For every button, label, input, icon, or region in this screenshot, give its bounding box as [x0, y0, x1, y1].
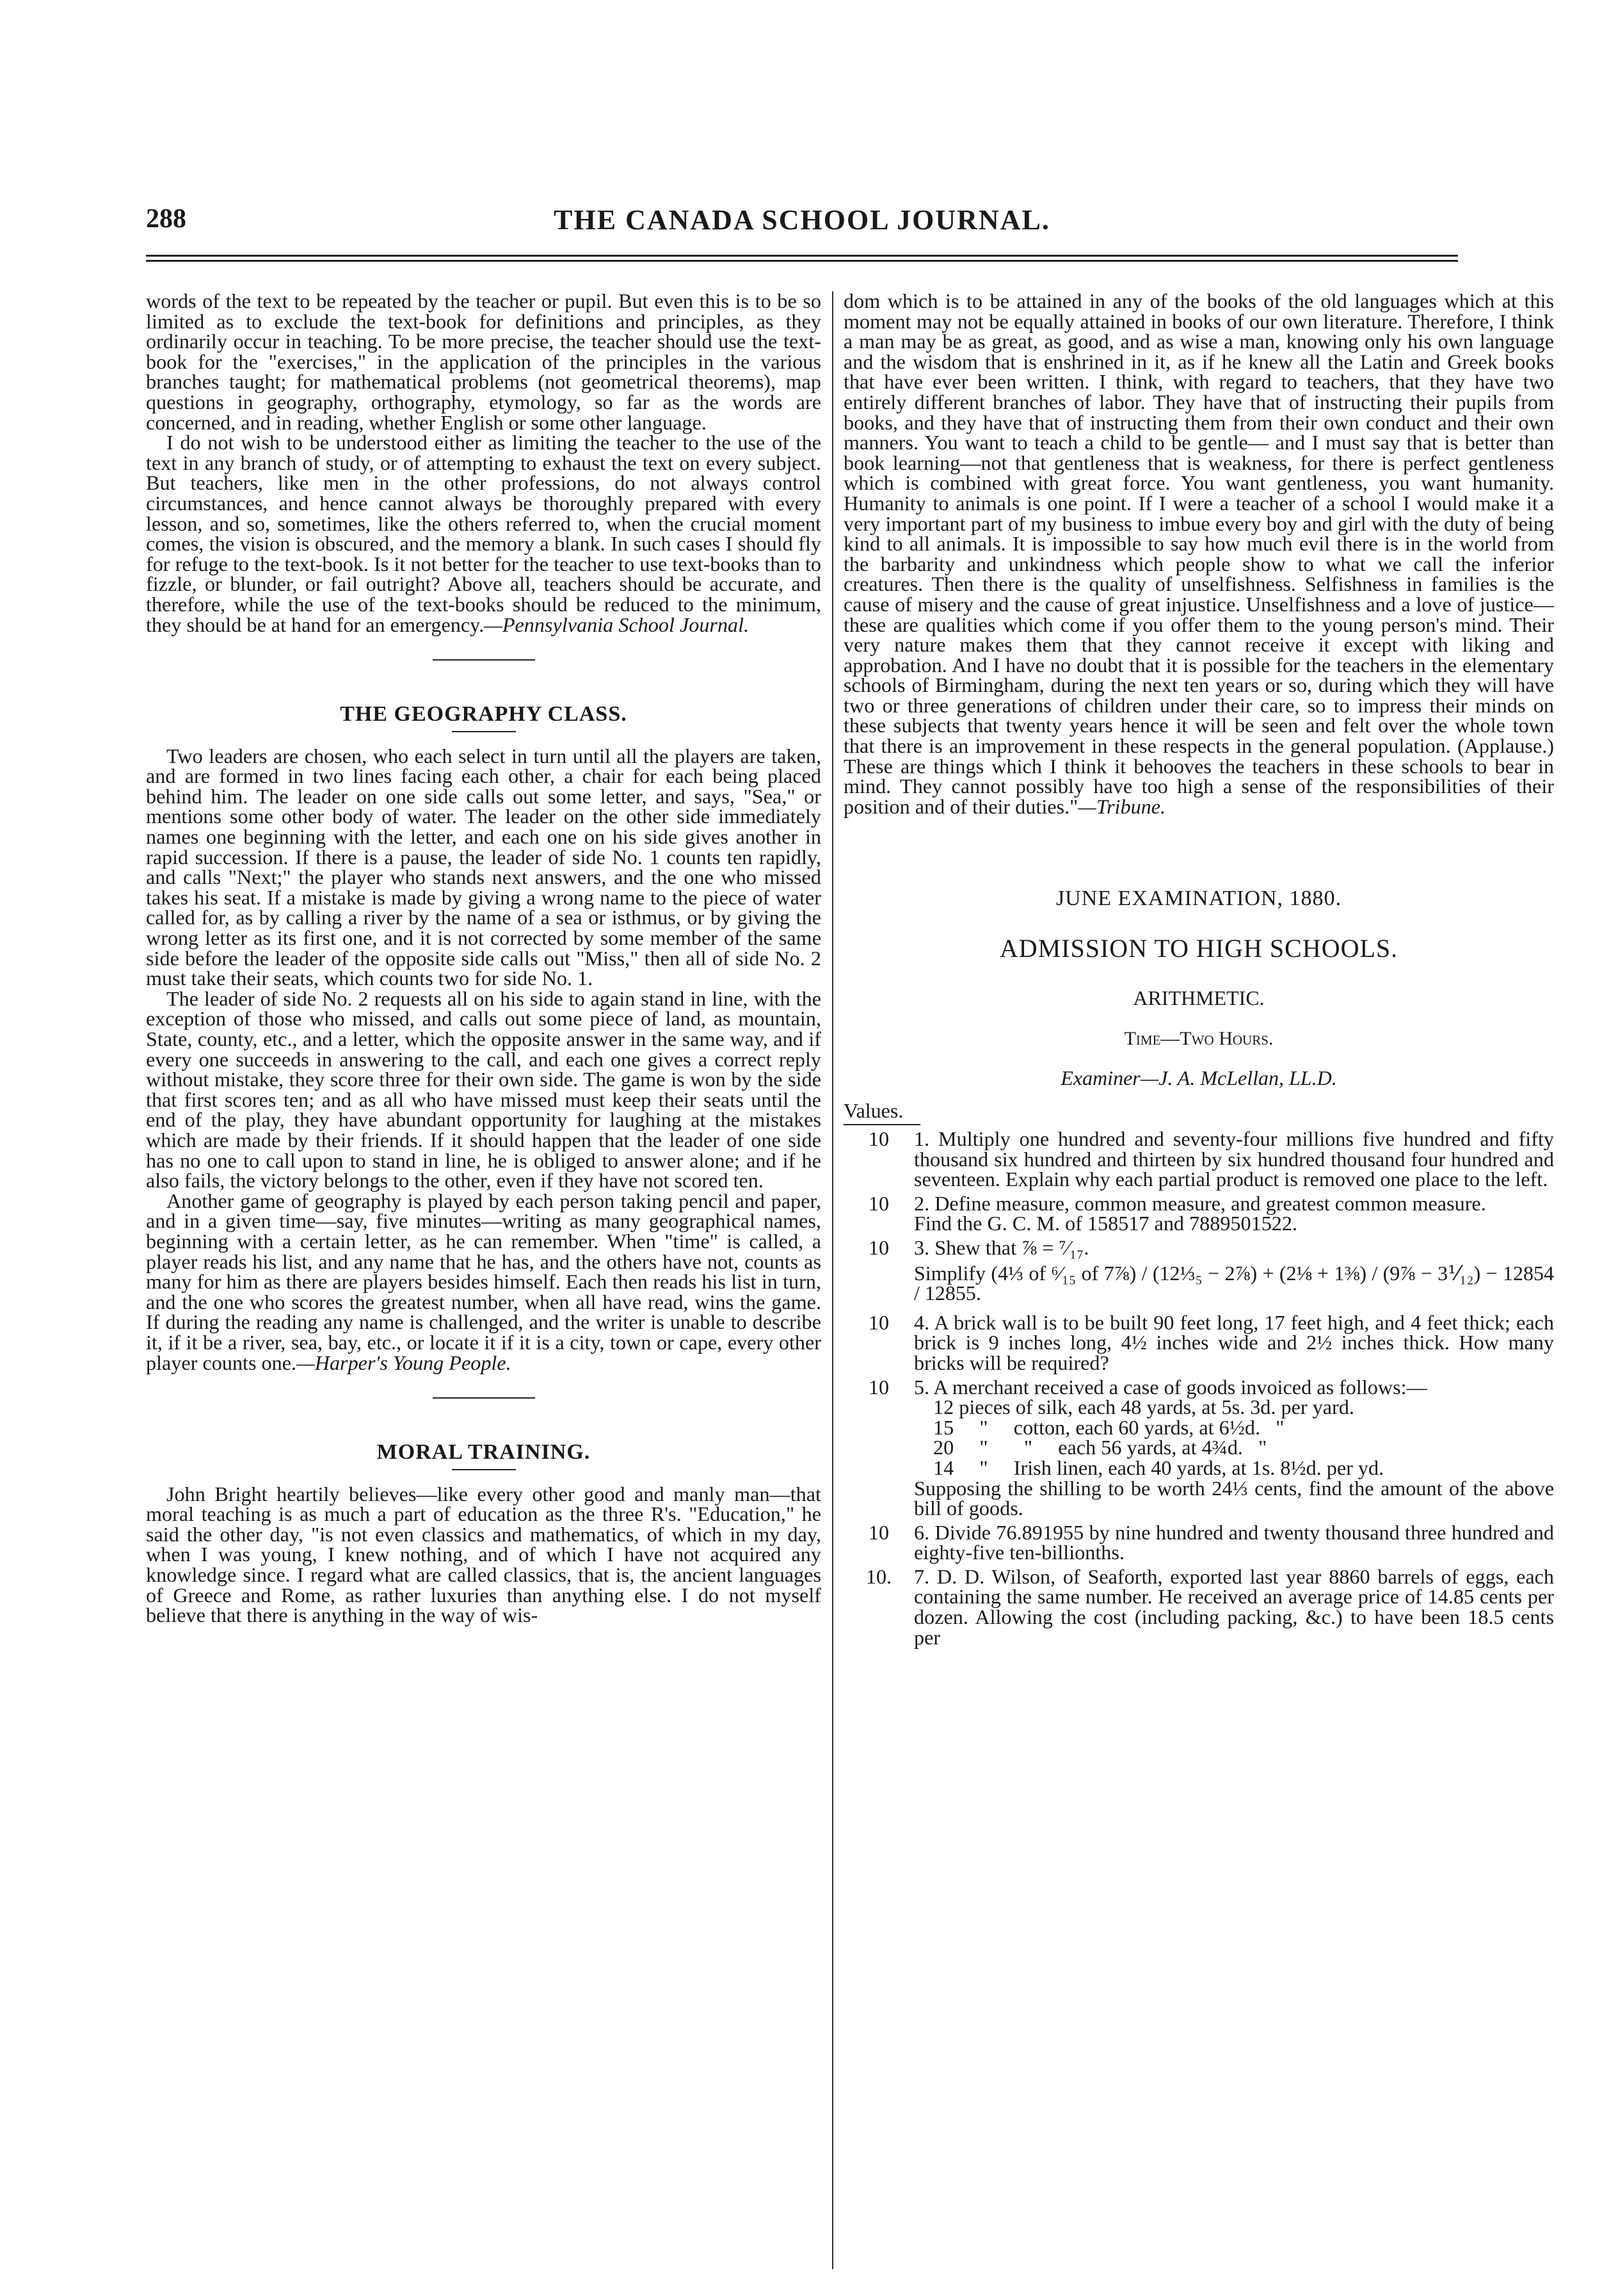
question-item [844, 1235, 1554, 1309]
question-text: 5. A merchant received a case of goods invoiced as follows:— 12 pieces of silk, each 48 yards, at 5s. 3d. per yard. 15 " cotton, each 60 yards, at 6½d. " 20 " " each 56 yards, at 4¾d. " 14 " Irish linen, each 40 yards, at 1s. 8½d. per yd. Supposing the shilling to be worth 24⅓ cents, find the amount of the above bill of goods. [914, 1375, 1554, 1520]
question-value: 10 [868, 1191, 890, 1215]
header-rule-top [146, 255, 1458, 257]
paragraph-geography-3: Another game of geography is played by each person taking pencil and paper, and in a given time—say, five minutes—writing as many geographical names, beginning with a certain letter, as he can remember. When "time" is called, a player reads his list, and any name that he has, and the others have not, counts as many for him as there are players besides himself. Each then reads his list in turn, and the one who scores the greatest number, when all have read, wins the game. If during the reading any name is challenged, and the writer is unable to describe it, if it be a river, sea, bay, etc., or locate it if it is a city, town or cape, every other player counts one.—Harper's Young People. [146, 1189, 821, 1374]
moral-training-title: MORAL TRAINING. [376, 1440, 591, 1465]
question-value: 10. [865, 1564, 892, 1588]
left-column [146, 291, 821, 1626]
question-item [844, 1564, 1554, 1649]
question-text: 2. Define measure, common measure, and greatest common measure. Find the G. C. M. of 158517 and 7889501522. [914, 1191, 1486, 1235]
question-text: 4. A brick wall is to be built 90 feet long, 17 feet high, and 4 feet thick; each brick is 9 inches long, 4½ inches wide and 2½ inches thick. How many bricks will be required? [914, 1310, 1554, 1374]
exam-examiner: Examiner—J. A. McLellan, LL.D. [1061, 1066, 1337, 1089]
question-item [844, 1310, 1554, 1374]
column-divider [832, 291, 833, 2269]
geography-class-title: THE GEOGRAPHY CLASS. [340, 702, 627, 727]
invoice-line: 12 pieces of silk, each 48 yards, at 5s. 3d. per yard. [933, 1395, 1354, 1419]
paragraph-moral-continued: dom which is to be attained in any of the books of the old languages which at this moment may not be equally attained in books of our own literature. Therefore, I think a man may be as great, as good, and as wise a man, knowing only his own language and the wisdom that is enshrined in it, as if he knew all the Latin and Greek books that have ever been written. I think, with regard to teachers, that they have two entirely different branches of labor. They have that of instructing their pupils from books, and they have that of instructing them from their own conduct and their own manners. You want to teach a child to be gentle— and I must say that is better than book learning—not that gentleness that is weakness, for there is perfect gentleness which is combined with great force. You want gentleness, you want humanity. Humanity to animals is one point. If I were a teacher of a school I would make it a very important part of my business to imbue every boy and girl with the duty of being kind to all animals. It is impossible to say how much evil there is in the world from the barbarity and unkindness which people show to what we call the inferior creatures. Then there is the quality of unselfishness. Selfishness in families is the cause of misery and the cause of great injustice. Unselfishness and a love of justice—these are qualities which come if you offer them to the young person's mind. Their very nature makes them that they cannot receive it except with liking and approbation. And I have no doubt that it is possible for the teachers in the elementary schools of Birmingham, during the next ten years or so, during which they will have two or three generations of children under their care, so to impress their minds on these subjects that twenty years hence it will be seen and felt over the whole town that there is an improvement in these respects in the general population. (Applause.) These are things which I think it behooves the teachers in these schools to bear in mind. They cannot possibly have too high a sense of the responsibilities of their position and of their duties."—Tribune. [844, 289, 1554, 818]
invoice-line: 20 " " each 56 yards, at 4¾d. " [933, 1436, 1267, 1459]
exam-subheading: ADMISSION TO HIGH SCHOOLS. [999, 934, 1398, 963]
exam-subject: ARITHMETIC. [1133, 986, 1265, 1009]
invoice-line: 15 " cotton, each 60 yards, at 6½d. " [933, 1415, 1285, 1439]
title-underline [452, 1469, 516, 1470]
title-underline [452, 731, 516, 732]
question-text: 3. Shew that ⅞ = ⁷⁄₁₇. Simplify (4⅓ of ⁶⁄₁₅ of 7⅞) / (12⅓₅ − 2⅞) + (2⅛ + 1⅜) / (9⅞ − 3⅟₁₂) − 12854 / 12855. [914, 1238, 1554, 1309]
question-item [844, 1129, 1554, 1190]
exam-heading: JUNE EXAMINATION, 1880. [1055, 887, 1342, 911]
paragraph-geography-2: The leader of side No. 2 requests all on his side to again stand in line, with the exception of those who missed, and calls out some piece of land, as mountain, State, county, etc., and a letter, which the opposite answer in the same way, and if every one succeeds in answering to the call, and each one gives a correct reply without mistake, they score three for their own side. The game is won by the side that first scores ten; and as all who have missed must keep their seats until the end of the play, they have abundant opportunity for laughing at the mistakes which are made by their friends. If it should happen that the leader of one side has no one to call upon to stand in line, he is obliged to answer alone; and if he also fails, the victory belongs to the other, even if they have not scored ten. [146, 986, 821, 1192]
question-value: 10 [868, 1310, 890, 1334]
paragraph-textbook-1: words of the text to be repeated by the teacher or pupil. But even this is to be so limited as to exclude the text-book for definitions and principles, as they ordinarily occur in teaching. To be more precise, the teacher should use the text-book for the "exercises," in the application of the principles in the various branches taught; for mathematical problems (not geometrical theorems), map questions in geography, orthography, etymology, so far as the words are concerned, and in reading, whether English or some other language. [146, 289, 821, 434]
question-text: 1. Multiply one hundred and seventy-four millions five hundred and fifty thousand six hundred and thirteen by six hundred thousand four hundred and seventeen. Explain why each partial product is removed one place to the left. [914, 1127, 1554, 1191]
paragraph-geography-1: Two leaders are chosen, who each select in turn until all the players are taken, and are formed in two lines facing each other, a chair for each being placed behind him. The leader on one side calls out some letter, and says, "Sea," or mentions some other body of water. The leader on the other side immediately names one beginning with the letter, and each one on his side gives another in rapid succession. If there is a pause, the leader of side No. 1 counts ten rapidly, and calls "Next;" the player who stands next answers, and the one who missed takes his seat. If a mistake is made by giving a wrong name to the piece of water called for, as by calling a river by the name of a sea or isthmus, or by giving the wrong letter as its first one, and it is not corrected by some member of the same side before the leader of the opposite side calls out "Miss," then all of side No. 2 must take their seats, which counts two for side No. 1. [146, 744, 821, 990]
question-text: 6. Divide 76.891955 by nine hundred and twenty thousand three hundred and eighty-five ten-billionths. [914, 1520, 1554, 1564]
page-header [146, 204, 1458, 248]
question-value: 10 [868, 1375, 890, 1399]
values-rule [844, 1124, 920, 1125]
page-number: 288 [146, 204, 186, 234]
question-item [844, 1191, 1554, 1235]
question-value: 10 [868, 1235, 890, 1259]
exam-time: Time—Two Hours. [1124, 1028, 1274, 1050]
journal-title: THE CANADA SCHOOL JOURNAL. [554, 204, 1050, 236]
paragraph-moral-1: John Bright heartily believes—like every other good and manly man—that moral teaching is as much a part of education as the three R's. "Education," he said the other day, "is not even classics and mathematics, of which in my day, when I was young, I knew nothing, and of which I have not acquired any knowledge since. I regard what are called classics, that is, the ancient languages of Greece and Rome, as rather luxuries than anything else. I do not myself believe that there is anything in the way of wis- [146, 1482, 821, 1627]
section-divider [433, 1397, 535, 1399]
question-item [844, 1520, 1554, 1564]
question-item [844, 1377, 1554, 1519]
simplify-expression: Simplify (4⅓ of ⁶⁄₁₅ of 7⅞) / (12⅓₅ − 2⅞) + (2⅛ + 1⅜) / (9⅞ − 3⅟₁₂) − 12854 / 12855. [914, 1261, 1554, 1305]
question-value: 10 [868, 1127, 890, 1150]
values-label: Values. [844, 1099, 904, 1123]
paragraph-textbook-2: I do not wish to be understood either as limiting the teacher to the use of the text in any branch of study, or of attempting to exhaust the text on every subject. But teachers, like men in the other professions, do not always control circumstances, and hence cannot always be thoroughly prepared with every lesson, and so, sometimes, like the others referred to, when the crucial moment comes, the vision is obscured, and the memory a blank. In such cases I should fly for refuge to the text-book. Is it not better for the teacher to use text-books than to fizzle, or blunder, or fail outright? Above all, teachers should be accurate, and therefore, while the use of the text-books should be reduced to the minimum, they should be at hand for an emergency.—Pennsylvania School Journal. [146, 431, 821, 636]
section-divider [433, 659, 535, 661]
header-rule-bottom [146, 260, 1458, 262]
question-text: 7. D. D. Wilson, of Seaforth, exported last year 8860 barrels of eggs, each containing the same number. He received an average price of 14.85 cents per dozen. Allowing the cost (including packing, &c.) to have been 18.5 cents per [914, 1564, 1554, 1649]
invoice-line: 14 " Irish linen, each 40 yards, at 1s. 8½d. per yd. [933, 1456, 1384, 1479]
question-value: 10 [868, 1520, 890, 1544]
right-column [844, 291, 1554, 1648]
